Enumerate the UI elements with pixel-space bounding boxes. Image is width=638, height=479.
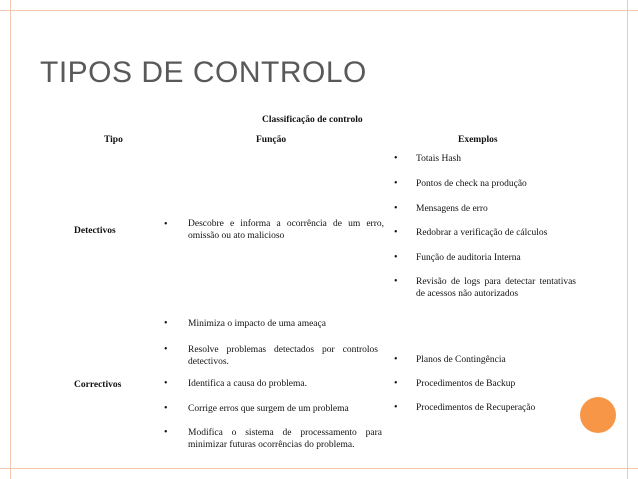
decorative-circle <box>580 397 616 433</box>
list-item: Resolve problemas detectados por controlos detectivos. <box>188 345 378 367</box>
bullet-icon: • <box>394 378 398 389</box>
list-item: Descobre e informa a ocorrência de um erro, omissão ou ato malicioso <box>188 219 384 241</box>
bullet-icon: • <box>394 354 398 365</box>
bottom-border-line <box>0 468 638 469</box>
list-item: Pontos de check na produção <box>416 179 527 189</box>
bullet-icon: • <box>164 403 168 414</box>
bullet-icon: • <box>394 178 398 189</box>
bullet-icon: • <box>164 344 168 355</box>
header-exemplos: Exemplos <box>458 135 498 145</box>
left-border-line <box>10 0 11 479</box>
list-item: Função de auditoria Interna <box>416 253 521 263</box>
list-item: Minimiza o impacto de uma ameaça <box>188 319 326 329</box>
list-item: Mensagens de erro <box>416 204 488 214</box>
header-tipo: Tipo <box>104 135 123 145</box>
list-item: Procedimentos de Backup <box>416 379 516 389</box>
list-item: Redobrar a verificação de cálculos <box>416 228 548 238</box>
row-type-detectivos: Detectivos <box>74 226 116 236</box>
bullet-icon: • <box>164 318 168 329</box>
table-caption: Classificação de controlo <box>262 115 363 125</box>
header-funcao: Função <box>256 135 287 145</box>
bullet-icon: • <box>394 276 398 287</box>
list-item: Revisão de logs para detectar tentativas de acessos não autorizados <box>416 277 576 299</box>
bullet-icon: • <box>394 203 398 214</box>
list-item: Totais Hash <box>416 154 461 164</box>
bullet-icon: • <box>394 227 398 238</box>
slide-title: TIPOS DE CONTROLO <box>40 56 367 89</box>
bullet-icon: • <box>164 219 168 230</box>
bullet-icon: • <box>394 402 398 413</box>
bullet-icon: • <box>164 378 168 389</box>
list-item: Procedimentos de Recuperação <box>416 403 536 413</box>
top-border-line <box>0 10 638 11</box>
bullet-icon: • <box>164 427 168 438</box>
bullet-icon: • <box>394 252 398 263</box>
bullet-icon: • <box>394 153 398 164</box>
list-item: Modifica o sistema de processamento para minimizar futuras ocorrências do problema. <box>188 428 382 450</box>
list-item: Planos de Contingência <box>416 355 506 365</box>
right-border-line <box>627 0 628 479</box>
list-item: Corrige erros que surgem de um problema <box>188 404 349 414</box>
row-type-correctivos: Correctivos <box>74 380 122 390</box>
list-item: Identifica a causa do problema. <box>188 379 307 389</box>
